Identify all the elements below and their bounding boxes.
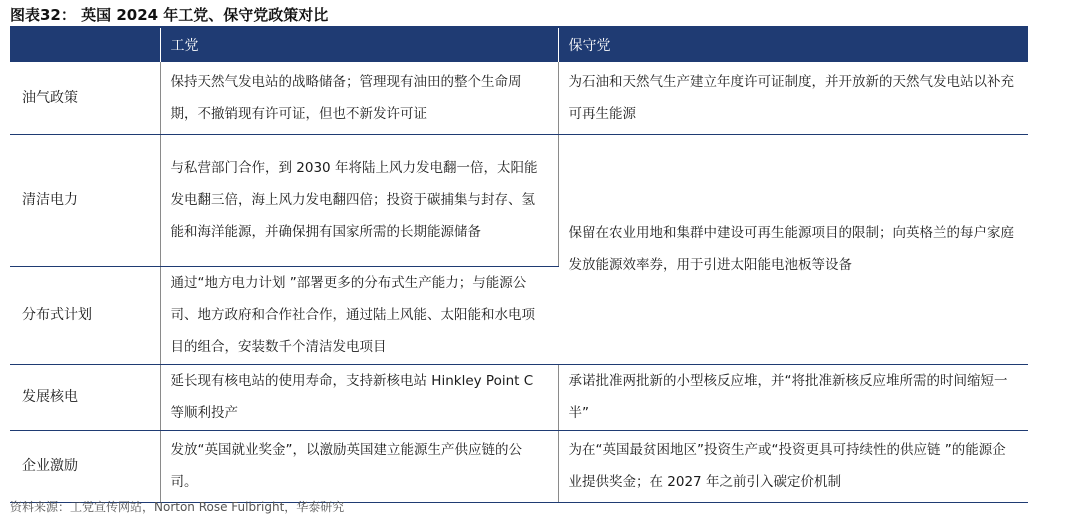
policy-comparison-table bbox=[10, 28, 1028, 503]
table-row bbox=[10, 430, 1028, 502]
row-category: 清洁电力 bbox=[10, 134, 160, 266]
labour-policy: 通过“地方电力计划 ”部署更多的分布式生产能力；与能源公司、地方政府和合作社合作，通过陆上风能、太阳能和水电项目的组合，安装数千个清洁发电项目 bbox=[160, 266, 558, 364]
row-category: 分布式计划 bbox=[10, 266, 160, 364]
table-row bbox=[10, 364, 1028, 430]
header-conservative: 保守党 bbox=[558, 28, 1028, 62]
labour-policy: 发放“英国就业奖金”，以激励英国建立能源生产供应链的公司。 bbox=[160, 430, 558, 502]
row-category: 油气政策 bbox=[10, 62, 160, 134]
figure-title: 图表32： 英国 2024 年工党、保守党政策对比 bbox=[10, 6, 329, 24]
conservative-policy: 承诺批准两批新的小型核反应堆，并“将批准新核反应堆所需的时间缩短一半” bbox=[558, 364, 1028, 430]
row-category: 企业激励 bbox=[10, 430, 160, 502]
labour-policy: 保持天然气发电站的战略储备；管理现有油田的整个生命周期，不撤销现有许可证，但也不新发许可证 bbox=[160, 62, 558, 134]
source-note: 资料来源：工党宣传网站，Norton Rose Fulbright，华泰研究 bbox=[10, 500, 345, 514]
conservative-policy: 为在“英国最贫困地区”投资生产或“投资更具可持续性的供应链 ”的能源企业提供奖金；在 2027 年之前引入碳定价机制 bbox=[558, 430, 1028, 502]
header-category bbox=[10, 28, 160, 62]
labour-policy: 延长现有核电站的使用寿命，支持新核电站 Hinkley Point C 等顺利投产 bbox=[160, 364, 558, 430]
table-row bbox=[10, 62, 1028, 134]
conservative-policy: 为石油和天然气生产建立年度许可证制度，并开放新的天然气发电站以补充可再生能源 bbox=[558, 62, 1028, 134]
table-row bbox=[10, 134, 1028, 266]
labour-policy: 与私营部门合作，到 2030 年将陆上风力发电翻一倍，太阳能发电翻三倍，海上风力发电翻四倍；投资于碳捕集与封存、氢能和海洋能源，并确保拥有国家所需的长期能源储备 bbox=[160, 134, 558, 266]
conservative-policy: 保留在农业用地和集群中建设可再生能源项目的限制；向英格兰的每户家庭发放能源效率券，用于引进太阳能电池板等设备 bbox=[558, 134, 1028, 364]
table-header-row bbox=[10, 28, 1028, 62]
header-labour: 工党 bbox=[160, 28, 558, 62]
row-category: 发展核电 bbox=[10, 364, 160, 430]
